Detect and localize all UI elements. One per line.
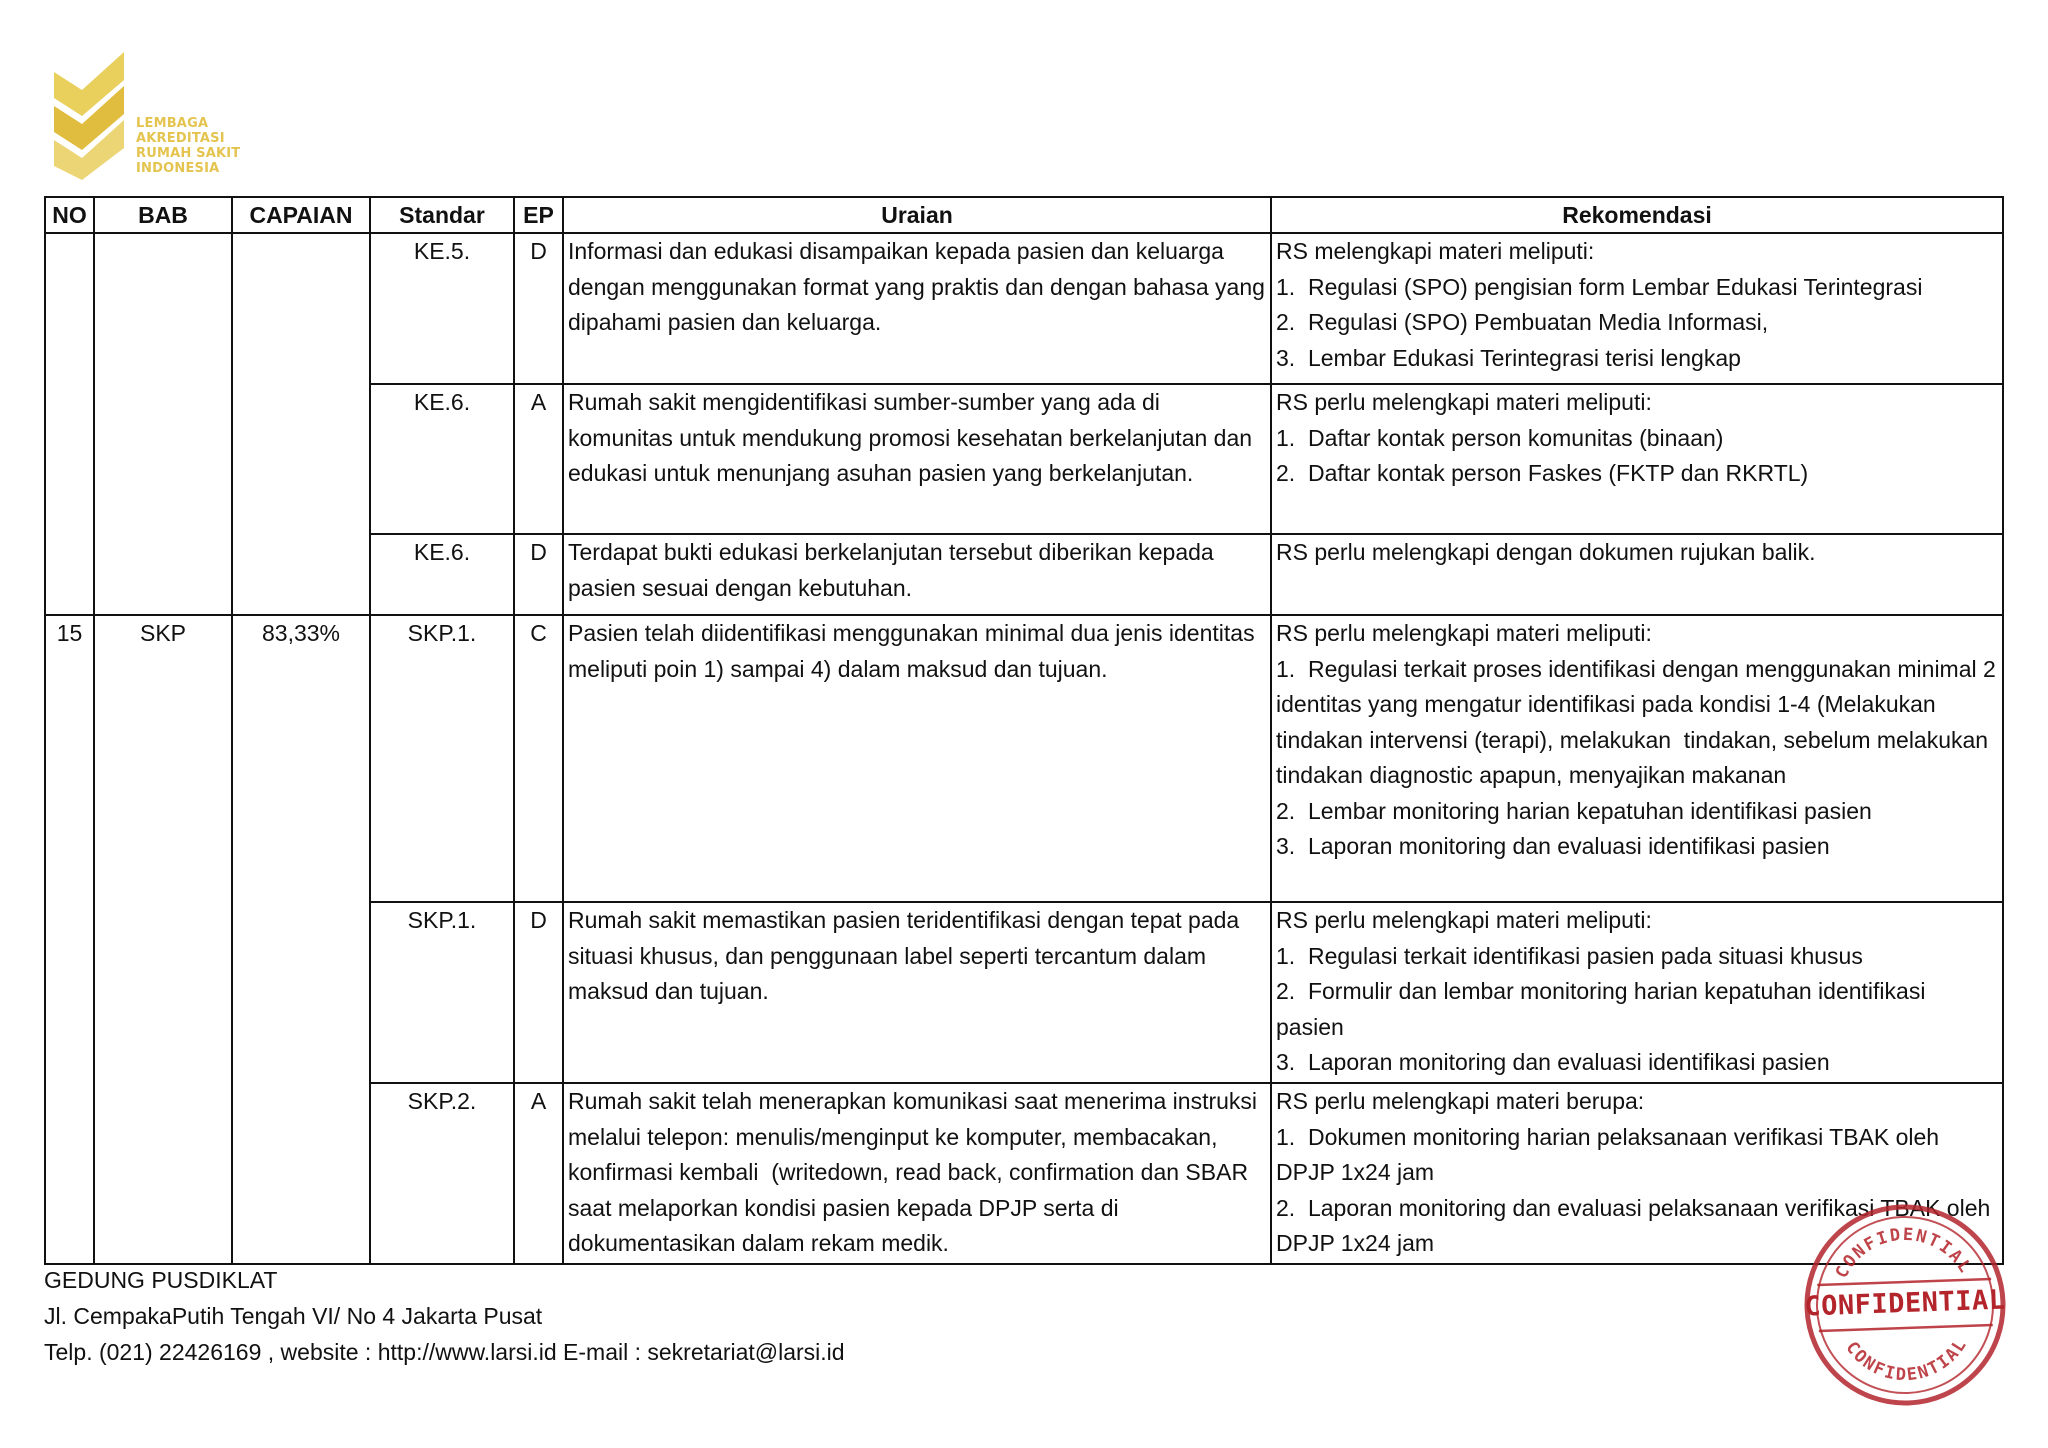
header-standar: Standar	[370, 197, 514, 233]
rek-item: 1. Regulasi terkait proses identifikasi dengan menggunakan minimal 2 identitas yang mengatur identifikasi pada kondisi 1-4 (Melakukan tindakan intervensi (terapi), melakukan tindakan, sebelum melakukan tindakan diagnostic apapun, menyajikan makanan	[1276, 655, 1996, 788]
larsi-logo	[52, 50, 272, 190]
logo-text	[136, 116, 240, 176]
cell-no-empty	[45, 233, 94, 615]
rek-item: 3. Lembar Edukasi Terintegrasi terisi lengkap	[1276, 344, 1741, 371]
cell-ep: A	[514, 384, 563, 534]
rek-item: 2. Lembar monitoring harian kepatuhan identifikasi pasien	[1276, 797, 1872, 824]
rek-item: 3. Laporan monitoring dan evaluasi identifikasi pasien	[1276, 833, 1830, 859]
cell-uraian: Informasi dan edukasi disampaikan kepada pasien dan keluarga dengan menggunakan format yang praktis dan dengan bahasa yang dipahami pasien dan keluarga.	[563, 233, 1271, 384]
logo-line-3: RUMAH SAKIT	[136, 146, 241, 161]
cell-standar: SKP.1.	[370, 615, 514, 902]
footer-contact: Telp. (021) 22426169 , website : http://www.larsi.id E-mail : sekretariat@larsi.id	[44, 1339, 845, 1365]
cell-rekomendasi	[1271, 902, 2003, 1083]
cell-ep: A	[514, 1083, 563, 1264]
cell-ep: C	[514, 615, 563, 902]
cell-uraian: Rumah sakit telah menerapkan komunikasi saat menerima instruksi melalui telepon: menulis/menginput ke komputer, membacakan, konfirmasi kembali (writedown, read back, confirmation dan SBAR saat melaporkan kondisi pasien kepada DPJP serta di dokumentasikan dalam rekam medik.	[563, 1083, 1271, 1264]
header-rekomendasi: Rekomendasi	[1271, 197, 2003, 233]
rek-intro: RS perlu melengkapi materi meliputi:	[1276, 620, 1652, 646]
rek-item: 1. Dokumen monitoring harian pelaksanaan verifikasi TBAK oleh DPJP 1x24 jam	[1276, 1123, 1940, 1185]
rek-item: 1. Daftar kontak person komunitas (binaan)	[1276, 424, 1724, 451]
rek-intro: RS perlu melengkapi materi berupa:	[1276, 1088, 1645, 1114]
stamp-top-text: CONFIDENTIAL	[1831, 1224, 1976, 1282]
cell-capaian-empty	[232, 233, 370, 615]
confidential-stamp	[1796, 1196, 2013, 1413]
cell-rekomendasi	[1271, 534, 2003, 615]
cell-rekomendasi	[1271, 384, 2003, 534]
rek-intro: RS perlu melengkapi materi meliputi:	[1276, 389, 1652, 415]
header-capaian: CAPAIAN	[232, 197, 370, 233]
logo-line-2: AKREDITASI	[136, 131, 225, 146]
table-row	[45, 615, 2003, 902]
rek-item: 1. Regulasi terkait identifikasi pasien pada situasi khusus	[1276, 942, 1863, 969]
rek-item: 2. Regulasi (SPO) Pembuatan Media Informasi,	[1276, 309, 1769, 335]
cell-bab-empty	[94, 233, 232, 615]
cell-rekomendasi	[1271, 233, 2003, 384]
cell-standar: SKP.1.	[370, 902, 514, 1083]
cell-ep: D	[514, 233, 563, 384]
cell-uraian: Terdapat bukti edukasi berkelanjutan tersebut diberikan kepada pasien sesuai dengan kebutuhan.	[563, 534, 1271, 615]
cell-uraian: Rumah sakit mengidentifikasi sumber-sumber yang ada di komunitas untuk mendukung promosi kesehatan berkelanjutan dan edukasi untuk menunjang asuhan pasien yang berkelanjutan.	[563, 384, 1271, 534]
stamp-center-text: CONFIDENTIAL	[1803, 1284, 2006, 1323]
cell-uraian: Pasien telah diidentifikasi menggunakan minimal dua jenis identitas meliputi poin 1) sampai 4) dalam maksud dan tujuan.	[563, 615, 1271, 902]
cell-standar: KE.6.	[370, 534, 514, 615]
header-uraian: Uraian	[563, 197, 1271, 233]
footer-building: GEDUNG PUSDIKLAT	[44, 1267, 278, 1293]
table-header-row	[45, 197, 2003, 233]
logo-chevron-icon	[52, 50, 132, 180]
rek-intro: RS perlu melengkapi materi meliputi:	[1276, 907, 1652, 933]
assessment-table	[44, 196, 2004, 1265]
header-ep: EP	[514, 197, 563, 233]
cell-uraian: Rumah sakit memastikan pasien teridentifikasi dengan tepat pada situasi khusus, dan penggunaan label seperti tercantum dalam maksud dan tujuan.	[563, 902, 1271, 1083]
cell-standar: SKP.2.	[370, 1083, 514, 1264]
cell-ep: D	[514, 534, 563, 615]
table-row	[45, 233, 2003, 384]
logo-line-4: INDONESIA	[136, 161, 220, 176]
rek-intro: RS perlu melengkapi dengan dokumen rujukan balik.	[1276, 539, 1816, 565]
cell-standar: KE.5.	[370, 233, 514, 384]
rek-intro: RS melengkapi materi meliputi:	[1276, 238, 1595, 264]
rek-item: 1. Regulasi (SPO) pengisian form Lembar Edukasi Terintegrasi	[1276, 273, 1923, 300]
rek-item: 3. Laporan monitoring dan evaluasi identifikasi pasien	[1276, 1049, 1830, 1075]
header-bab: BAB	[94, 197, 232, 233]
rek-item: 2. Daftar kontak person Faskes (FKTP dan RKRTL)	[1276, 460, 1809, 486]
rek-item: 2. Formulir dan lembar monitoring harian kepatuhan identifikasi pasien	[1276, 978, 1926, 1040]
cell-ep: D	[514, 902, 563, 1083]
cell-bab: SKP	[94, 615, 232, 1264]
rek-item: 2. Laporan monitoring dan evaluasi pelaksanaan verifikasi TBAK oleh DPJP 1x24 jam	[1276, 1194, 1991, 1256]
footer-street: Jl. CempakaPutih Tengah VI/ No 4 Jakarta Pusat	[44, 1303, 543, 1329]
header-no: NO	[45, 197, 94, 233]
footer-address	[44, 1262, 845, 1370]
cell-capaian: 83,33%	[232, 615, 370, 1264]
cell-rekomendasi	[1271, 615, 2003, 902]
cell-no: 15	[45, 615, 94, 1264]
logo-line-1: LEMBAGA	[136, 116, 209, 131]
stamp-bottom-text: CONFIDENTIAL	[1841, 1334, 1972, 1386]
cell-standar: KE.6.	[370, 384, 514, 534]
